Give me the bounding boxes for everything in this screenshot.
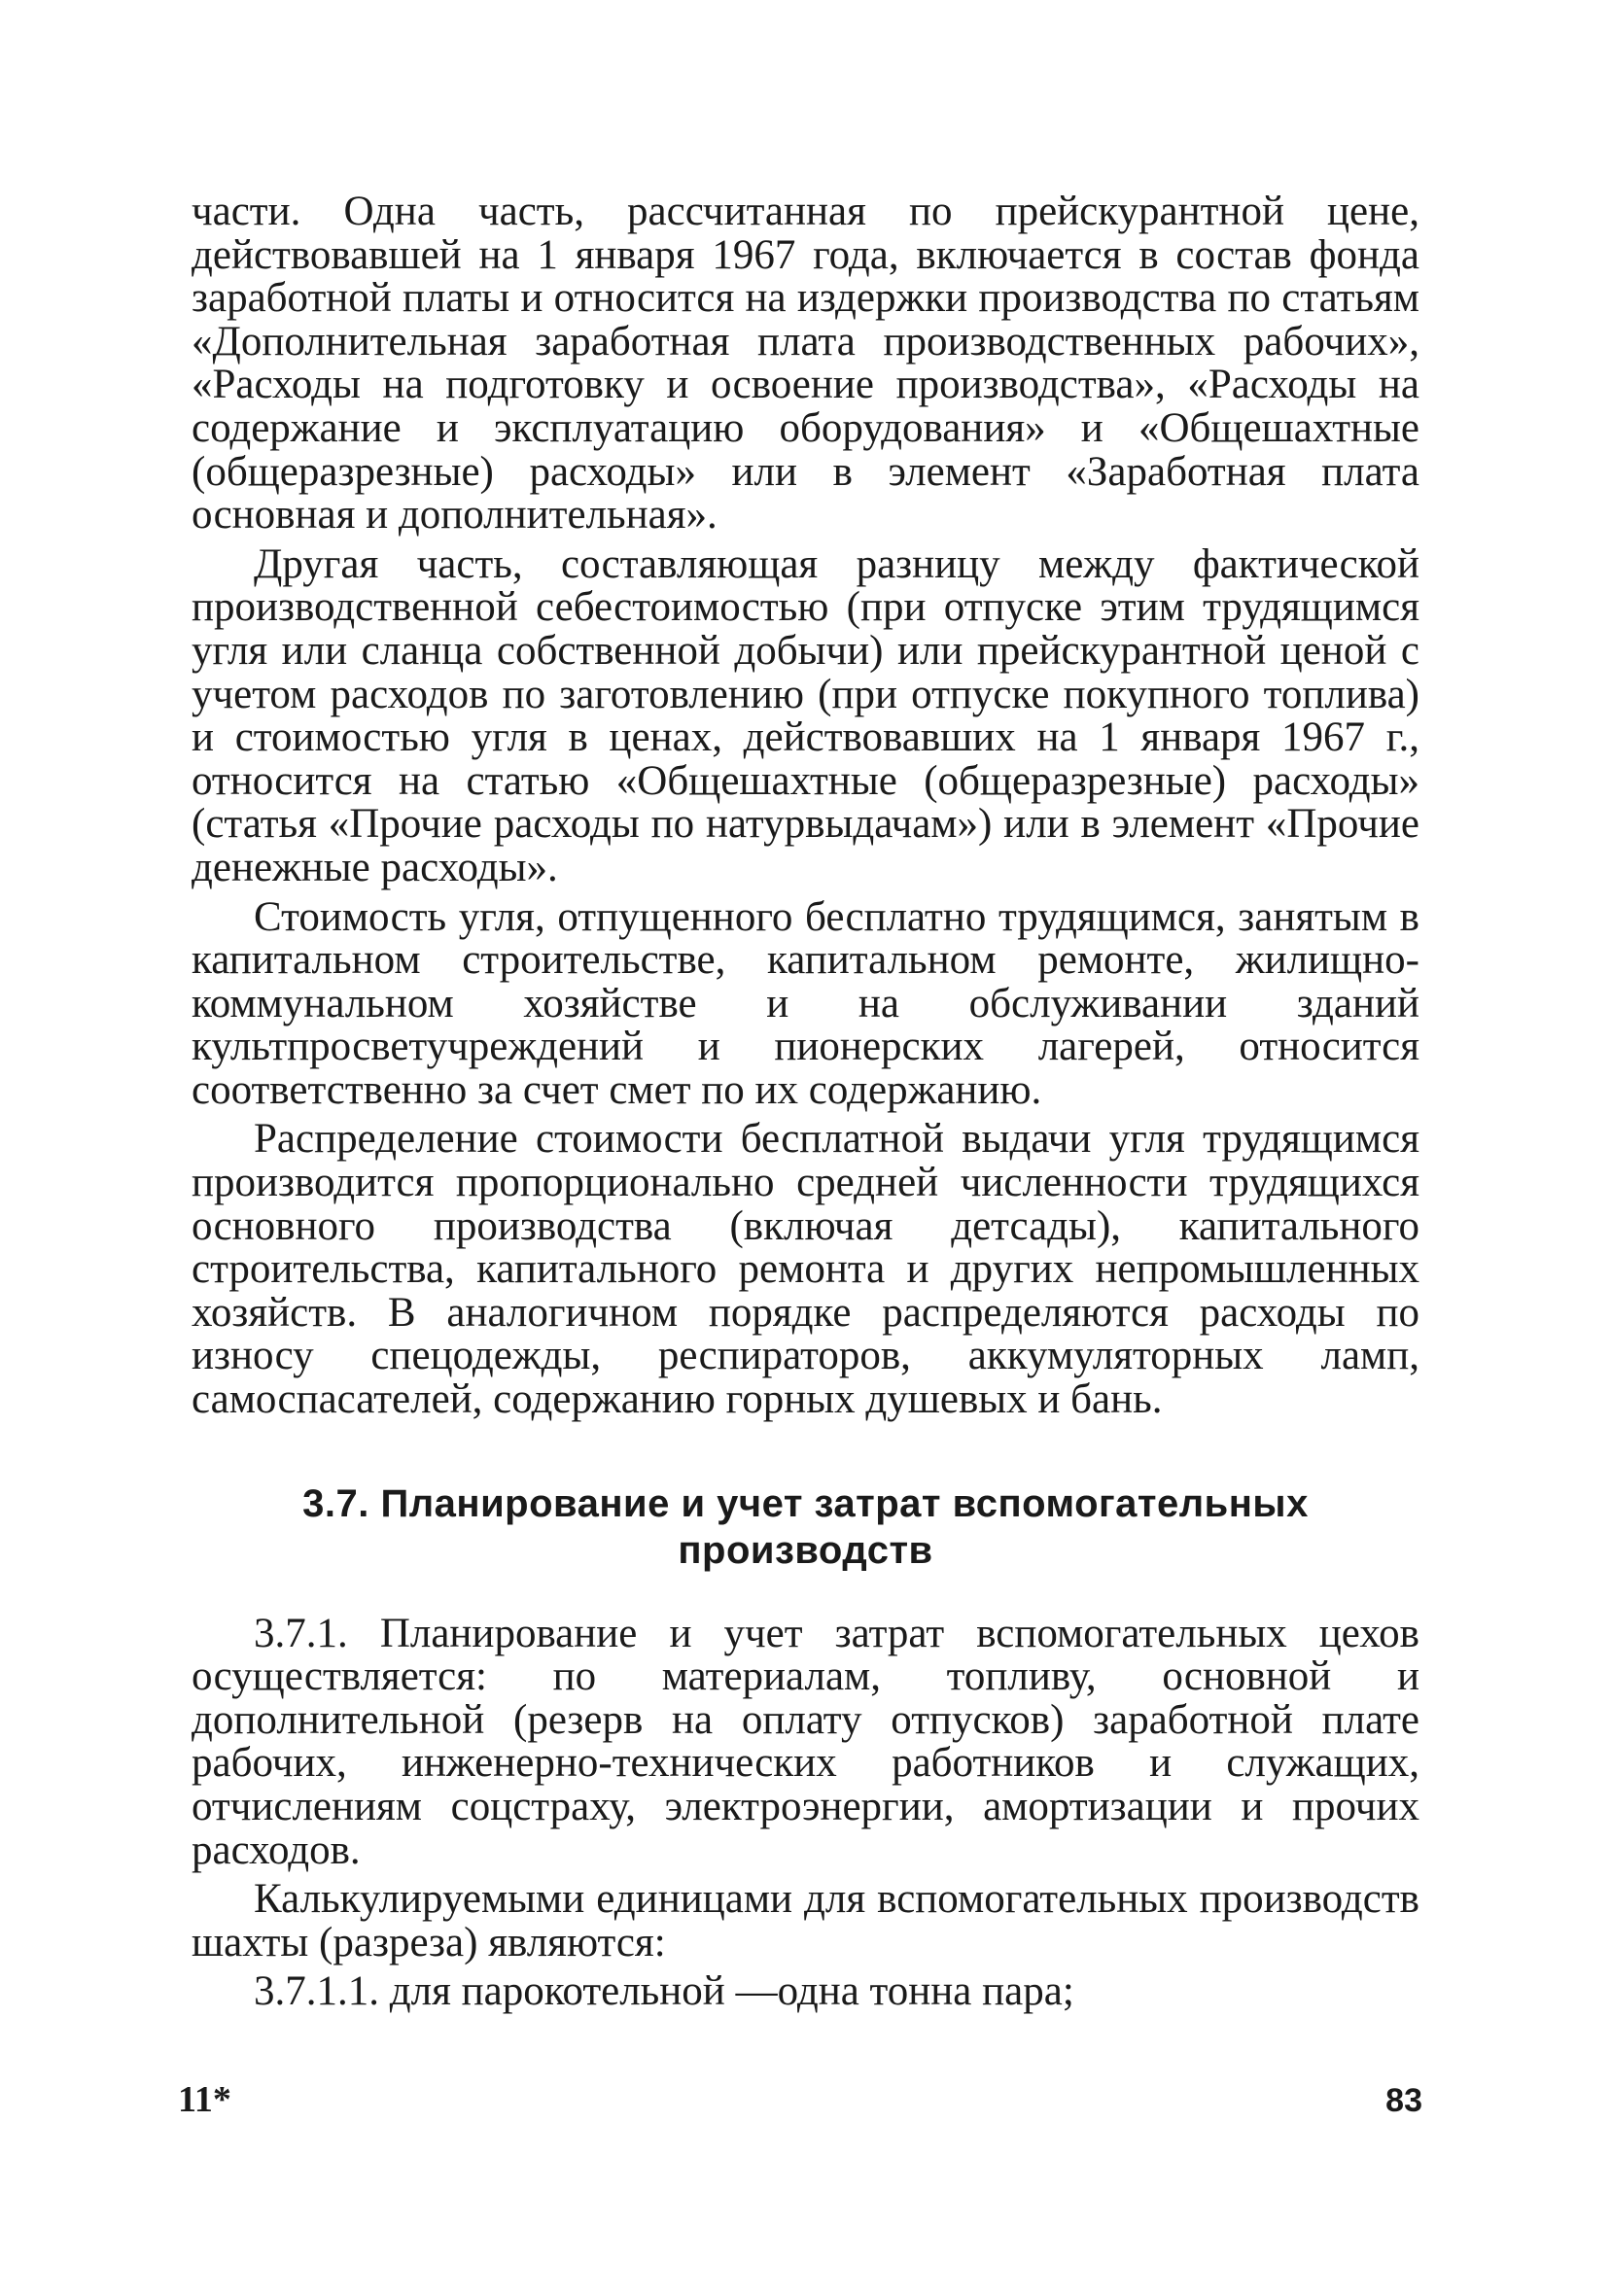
section-heading [192, 1480, 1419, 1574]
page-number: 83 [1385, 2082, 1422, 2119]
printer-signature-mark: 11* [178, 2079, 231, 2120]
paragraph-3: Стоимость угля, отпущенного бесплатно трудящимся, занятым в капитальном строительстве, капитальном ремонте, жилищно-коммунальном хозяйстве и на обслуживании зданий культпросветучреждений и пионерских лагерей, относится соответственно за счет смет по их содержанию. [192, 893, 1419, 1113]
page-body [192, 191, 1419, 2014]
section-paragraph-3: 3.7.1.1. для парокотельной —одна тонна пара; [254, 1968, 1074, 2015]
page-footer [178, 2078, 1422, 2127]
section-heading-line-2: производств [678, 1528, 933, 1572]
paragraph-1: части. Одна часть, рассчитанная по прейскурантной цене, действовавшей на 1 января 1967 года, включается в состав фонда заработной платы и относится на издержки производства по статьям «Дополнительная заработная плата производственных рабочих», «Расходы на подготовку и освоение производства», «Расходы на содержание и эксплуатацию оборудования» и «Общешахтные (общеразрезные) расходы» или в элемент «Заработная плата основная и дополнительная». [192, 189, 1419, 539]
section-heading-line-1: 3.7. Планирование и учет затрат вспомогательных [302, 1481, 1309, 1525]
section-paragraph-2: Калькулируемыми единицами для вспомогательных производств шахты (разреза) являются: [192, 1876, 1419, 1966]
paragraph-4: Распределение стоимости бесплатной выдачи угля трудящимся производится пропорционально средней численности трудящихся основного производства (включая детсады), капитального строительства, капитального ремонта и других непромышленных хозяйств. В аналогичном порядке распределяются расходы по износу спецодежды, респираторов, аккумуляторных ламп, самоспасателей, содержанию горных душевых и бань. [192, 1116, 1419, 1423]
section-paragraph-1: 3.7.1. Планирование и учет затрат вспомогательных цехов осуществляется: по материалам, топливу, основной и дополнительной (резерв на оплату отпусков) заработной плате рабочих, инженерно-технических работников и служащих, отчислениям соцстраху, электроэнергии, амортизации и прочих расходов. [192, 1610, 1419, 1873]
paragraph-2: Другая часть, составляющая разницу между фактической производственной себестоимостью (при отпуске этим трудящимся угля или сланца собственной добычи) или прейскурантной ценой с учетом расходов по заготовлению (при отпуске покупного топлива) и стоимостью угля в ценах, действовавших на 1 января 1967 г., относится на статью «Общешахтные (общеразрезные) расходы» (статья «Прочие расходы по натурвыдачам») или в элемент «Прочие денежные расходы». [192, 540, 1419, 890]
